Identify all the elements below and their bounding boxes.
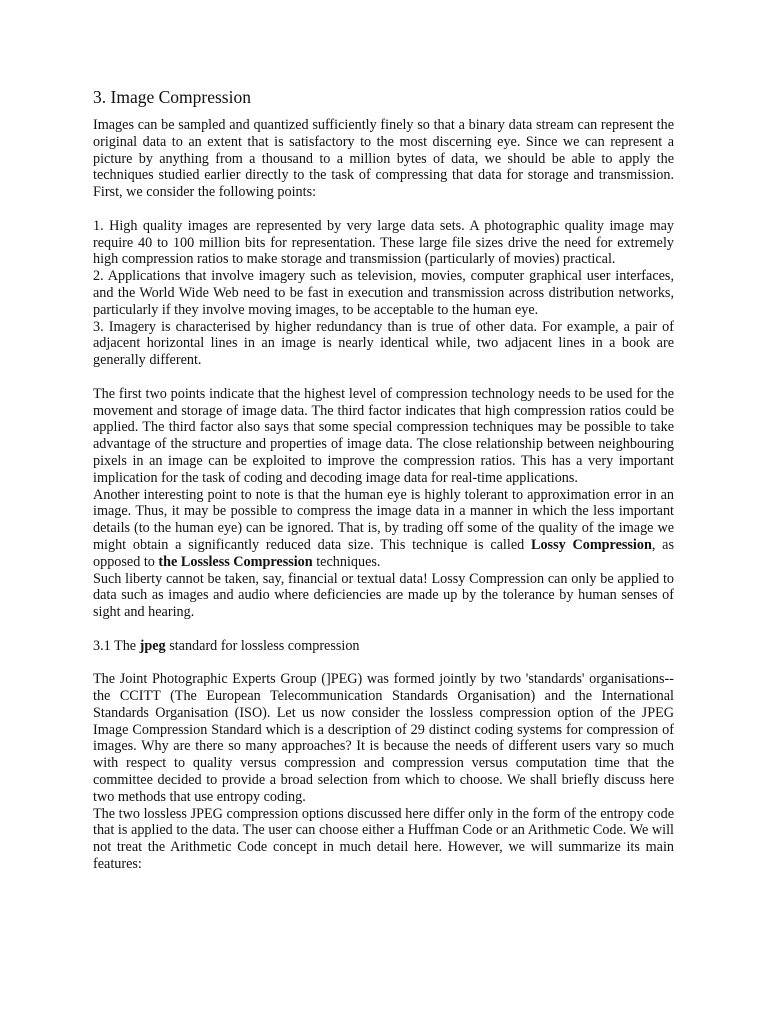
liberty-paragraph: Such liberty cannot be taken, say, financial or textual data! Lossy Compression can only be applied to data such as images and audio where deficiencies are made up by the tolerance by human senses of sight and hearing. xyxy=(93,570,674,621)
lossy-compression-term: Lossy Compression xyxy=(531,536,652,553)
lossy-text-middle: , as opposed to xyxy=(93,536,674,570)
point-3: 3. Imagery is characterised by higher redundancy than is true of other data. For example, a pair of adjacent horizontal lines in an image is nearly identical while, two adjacent lines in a book are generally different. xyxy=(93,318,674,369)
lossless-compression-term: the Lossless Compression xyxy=(158,553,313,570)
point-1: 1. High quality images are represented by very large data sets. A photographic quality image may require 40 to 100 million bits for representation. These large file sizes drive the need for extremely high compression ratios to make storage and transmission (particularly of movies) practical. xyxy=(93,217,674,268)
lossy-text-before: Another interesting point to note is that the human eye is highly tolerant to approximation error in an image. Thus, it may be possible to compress the image data in a manner in which the less important details (to the human eye) can be ignored. That is, by trading off some of the quality of the image we might obtain a significantly reduced data size. This technique is called xyxy=(93,486,674,553)
intro-paragraph: Images can be sampled and quantized sufficiently finely so that a binary data stream can represent the original data to an extent that is satisfactory to the most discerning eye. Since we can represent a picture by anything from a thousand to a million bytes of data, we should be able to apply the techniques studied earlier directly to the task of compressing that data for storage and transmission. First, we consider the following points: xyxy=(93,117,674,201)
subsection-heading-suffix: standard for lossless compression xyxy=(165,637,360,654)
paragraph-spacer xyxy=(93,201,674,218)
subsection-heading-prefix: 3.1 The xyxy=(93,637,140,654)
jpeg-term: jpeg xyxy=(139,637,166,654)
point-2: 2. Applications that involve imagery such as television, movies, computer graphical user interfaces, and the World Wide Web need to be fast in execution and transmission across distribution networks, particularly if they involve moving images, to be acceptable to the human eye. xyxy=(93,268,674,318)
discussion-paragraph: The first two points indicate that the highest level of compression technology needs to be used for the movement and storage of image data. The third factor indicates that high compression ratios could be applied. The third factor also says that some special compression techniques may be possible to take advantage of the structure and properties of image data. The close relationship between neighbouring pixels in an image can be exploited to improve the compression ratios. This has a very important implication for the task of coding and decoding image data for real-time applications. xyxy=(93,385,674,486)
paragraph-spacer xyxy=(93,621,674,638)
paragraph-spacer xyxy=(93,655,674,672)
jpeg-paragraph-1: The Joint Photographic Experts Group (]PEG) was formed jointly by two 'standards' organisations--the CCITT (The European Telecommunication Standards Organisation) and the International Standards Organisation (ISO). Let us now consider the lossless compression option of the JPEG Image Compression Standard which is a description of 29 distinct coding systems for compression of images. Why are there so many approaches? It is because the needs of different users vary so much with respect to quality versus compression and compression versus computation time that the committee decided to provide a broad selection from which to choose. We shall briefly discuss here two methods that use entropy coding. xyxy=(93,671,674,805)
lossy-paragraph xyxy=(93,487,674,571)
paragraph-spacer xyxy=(93,369,674,386)
document-page xyxy=(93,86,674,873)
section-title: 3. Image Compression xyxy=(93,87,251,107)
subsection-heading xyxy=(93,638,674,655)
jpeg-paragraph-2: The two lossless JPEG compression options discussed here differ only in the form of the entropy code that is applied to the data. The user can choose either a Huffman Code or an Arithmetic Code. We will not treat the Arithmetic Code concept in much detail here. However, we will summarize its main features: xyxy=(93,805,674,873)
lossy-text-after: techniques. xyxy=(312,553,381,570)
